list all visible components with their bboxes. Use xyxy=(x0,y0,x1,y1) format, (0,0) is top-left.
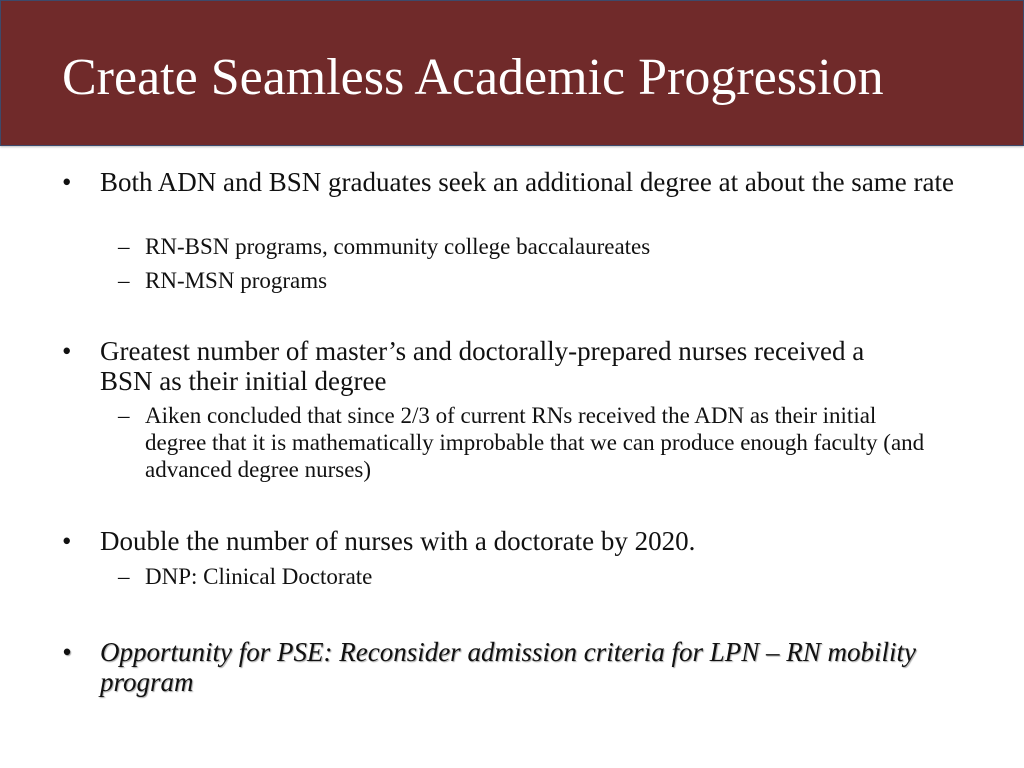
slide-title: Create Seamless Academic Progression xyxy=(62,49,884,106)
sub-bullet-marker: – xyxy=(118,234,130,259)
sub-bullet-text: Aiken concluded that since 2/3 of current RNs received the ADN as their initial degree that it is mathematically improbable that we can produce enough faculty (and advanced degree nurses) xyxy=(145,403,925,482)
bullet-marker: • xyxy=(62,336,72,366)
sub-bullet-item xyxy=(118,563,938,590)
sub-bullet-text: RN-BSN programs, community college baccalaureates xyxy=(145,234,651,259)
sub-bullet-marker: – xyxy=(118,403,130,428)
bullet-text: Both ADN and BSN graduates seek an additional degree at about the same rate xyxy=(100,167,954,197)
sub-bullet-item xyxy=(118,233,938,260)
sub-bullet-text: RN-MSN programs xyxy=(145,268,328,293)
bullet-marker: • xyxy=(62,526,72,556)
sub-bullet-marker: – xyxy=(118,564,130,589)
bullet-item-emphasis xyxy=(62,637,952,697)
sub-bullet-text: DNP: Clinical Doctorate xyxy=(145,564,373,589)
sub-bullet-marker: – xyxy=(118,268,130,293)
sub-bullet-item xyxy=(118,402,938,483)
bullet-item xyxy=(62,526,982,556)
bullet-marker: • xyxy=(62,637,72,667)
bullet-text: Greatest number of master’s and doctorally-prepared nurses received a BSN as their initial degree xyxy=(100,336,865,396)
bullet-text: Double the number of nurses with a doctorate by 2020. xyxy=(100,526,696,556)
bullet-text: Opportunity for PSE: Reconsider admission criteria for LPN – RN mobility program xyxy=(100,637,916,697)
sub-bullet-item xyxy=(118,267,938,294)
bullet-marker: • xyxy=(62,167,72,197)
bullet-item xyxy=(62,336,882,396)
bullet-item xyxy=(62,167,982,197)
